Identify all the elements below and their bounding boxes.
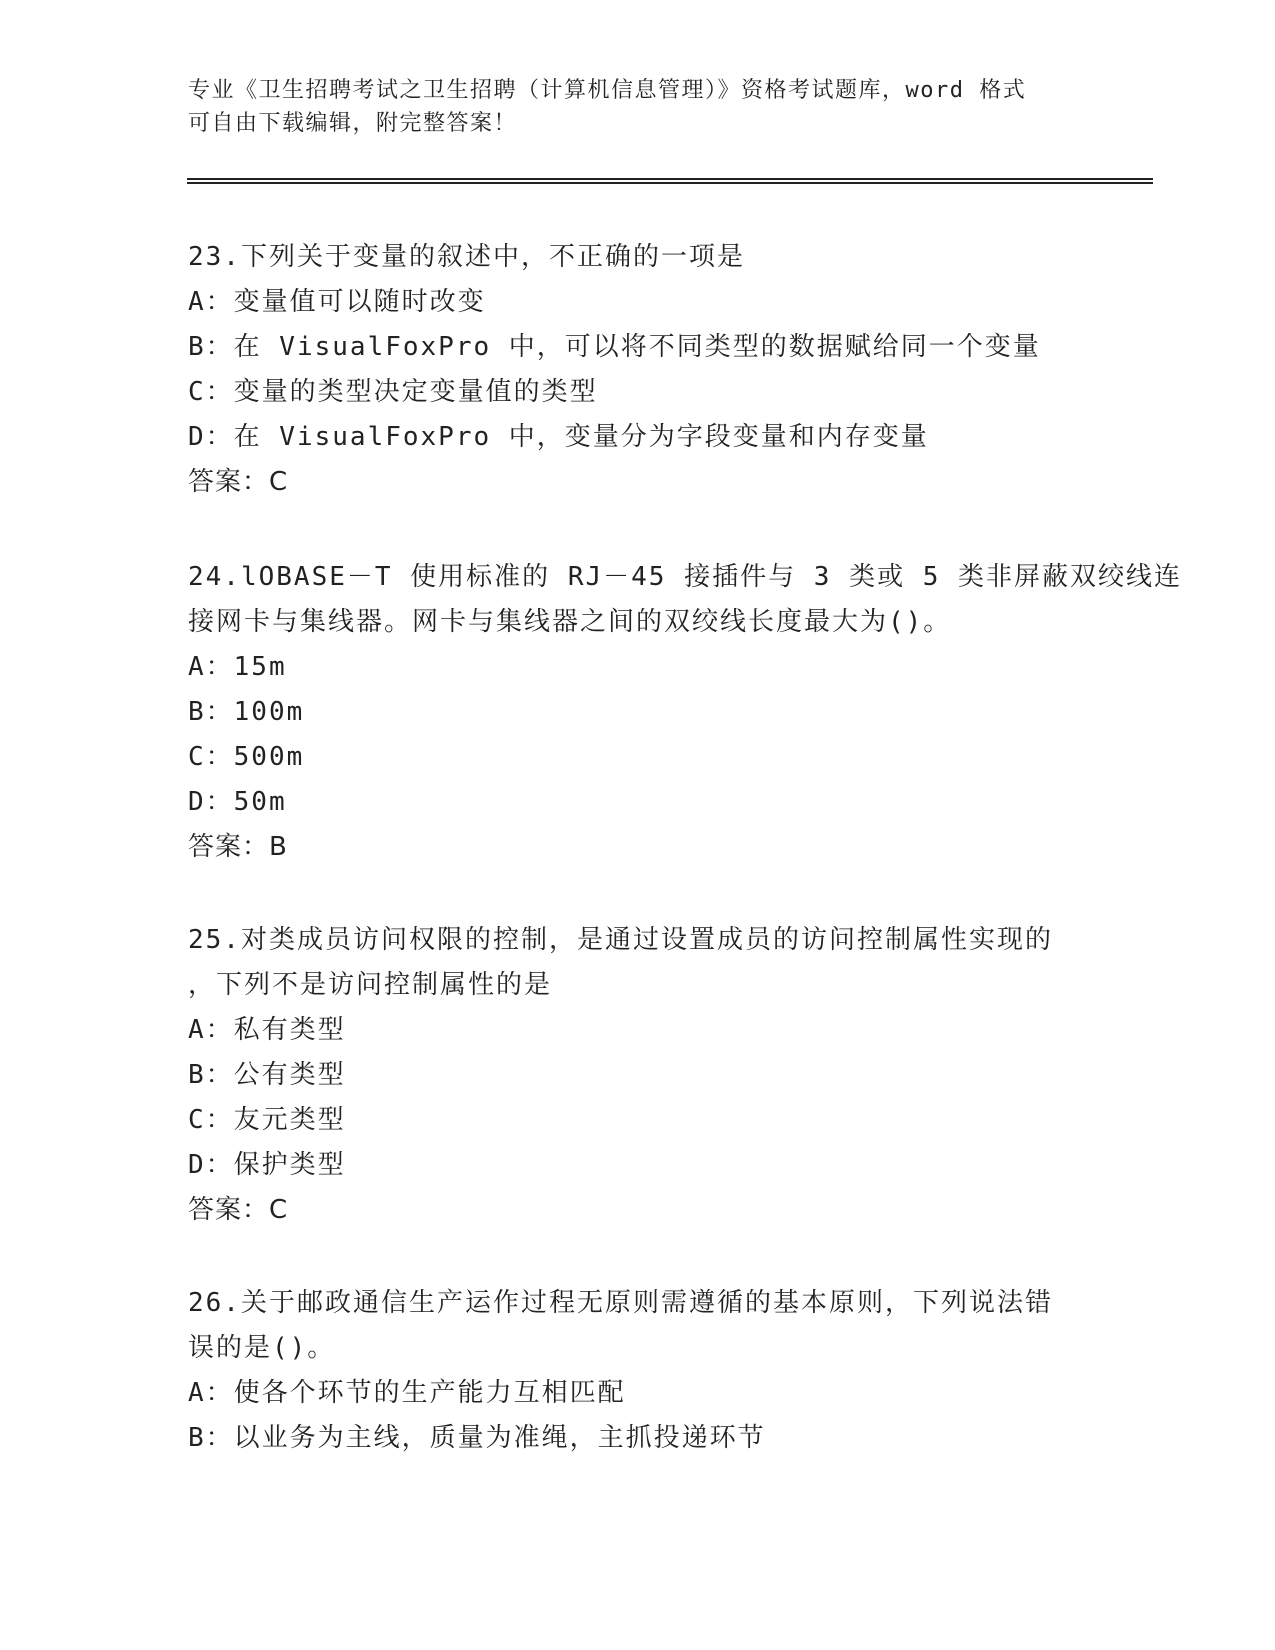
header-line-1: 专业《卫生招聘考试之卫生招聘（计算机信息管理）》资格考试题库，word 格式	[188, 78, 1027, 103]
question-26	[188, 1281, 1088, 1461]
option-d: D：50m	[188, 787, 287, 817]
document-header	[188, 74, 1088, 140]
question-stem: 26.关于邮政通信生产运作过程无原则需遵循的基本原则，下列说法错	[188, 1288, 1053, 1318]
question-24	[188, 555, 1183, 870]
question-25	[188, 918, 1088, 1233]
question-stem: 24.lOBASE－T 使用标准的 RJ－45 接插件与 3 类或 5 类非屏蔽双绞线连	[188, 562, 1183, 592]
question-stem-continued: ，下列不是访问控制属性的是	[188, 970, 553, 1000]
option-a: A：私有类型	[188, 1015, 346, 1045]
question-stem-continued: 误的是()。	[188, 1333, 336, 1363]
option-b: B：公有类型	[188, 1060, 346, 1090]
option-a: A：变量值可以随时改变	[188, 287, 486, 317]
option-d: D：在 VisualFoxPro 中，变量分为字段变量和内存变量	[188, 422, 929, 452]
option-a: A：使各个环节的生产能力互相匹配	[188, 1378, 626, 1408]
option-d: D：保护类型	[188, 1150, 346, 1180]
option-b: B：以业务为主线，质量为准绳，主抓投递环节	[188, 1423, 766, 1453]
question-23	[188, 235, 1088, 505]
option-b: B：在 VisualFoxPro 中，可以将不同类型的数据赋给同一个变量	[188, 332, 1041, 362]
answer: 答案：B	[188, 832, 288, 862]
header-divider	[187, 178, 1153, 184]
answer: 答案：C	[188, 467, 289, 497]
answer: 答案：C	[188, 1195, 289, 1225]
question-stem-continued: 接网卡与集线器。网卡与集线器之间的双绞线长度最大为()。	[188, 607, 952, 637]
option-a: A：15m	[188, 652, 287, 682]
question-stem: 25.对类成员访问权限的控制，是通过设置成员的访问控制属性实现的	[188, 925, 1053, 955]
header-line-2: 可自由下载编辑，附完整答案！	[188, 111, 518, 136]
option-b: B：100m	[188, 697, 305, 727]
question-stem: 23.下列关于变量的叙述中，不正确的一项是	[188, 242, 745, 272]
option-c: C：友元类型	[188, 1105, 346, 1135]
option-c: C：500m	[188, 742, 305, 772]
option-c: C：变量的类型决定变量值的类型	[188, 377, 598, 407]
